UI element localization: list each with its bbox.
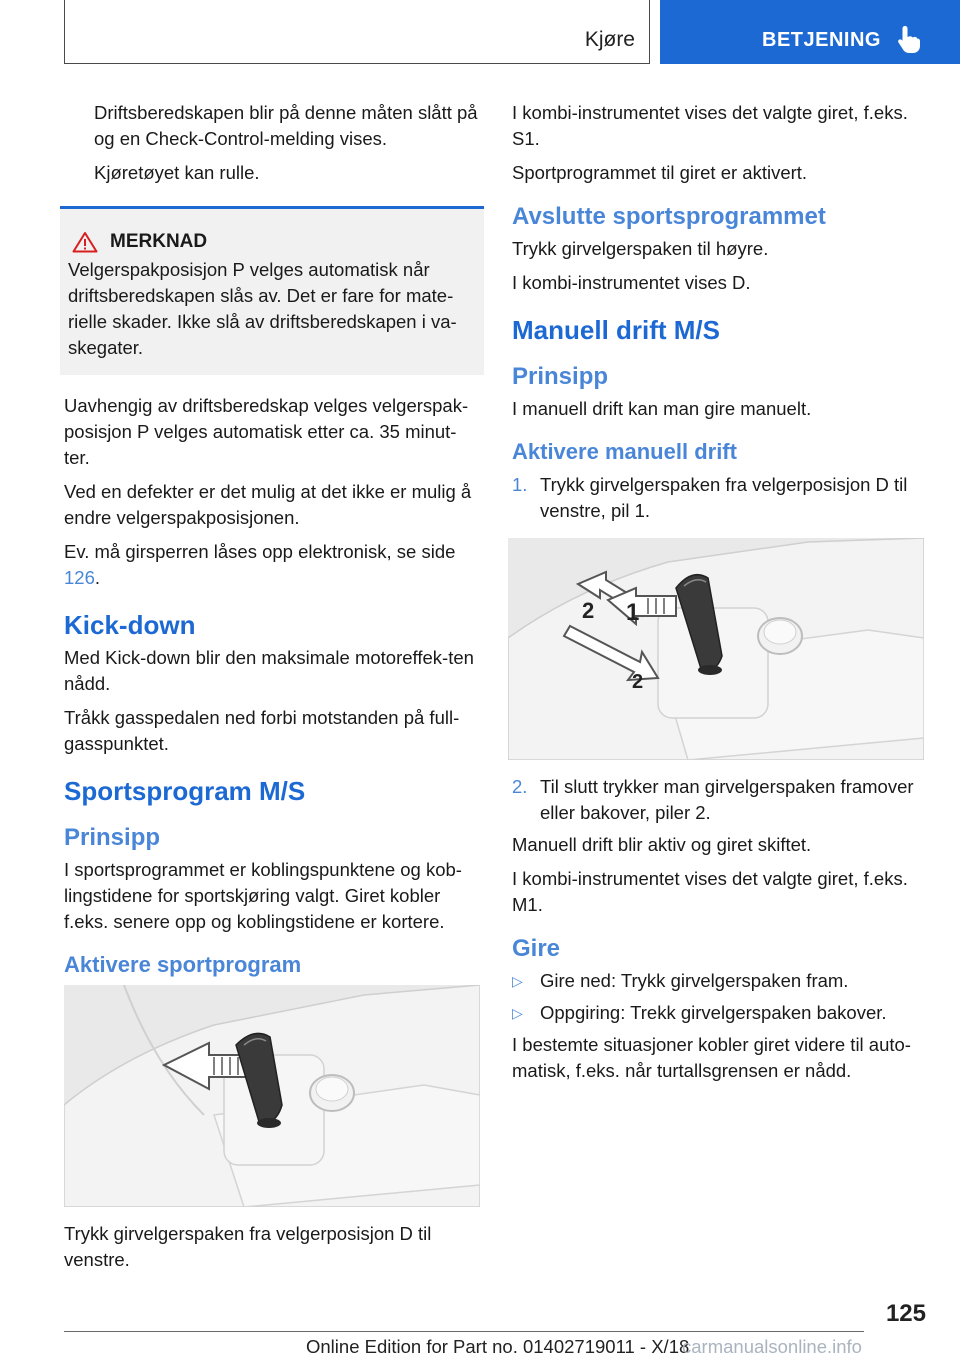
notice-text: Velgerspakposisjon P velges automatisk når driftsberedskapen slås av. Det er fare for mate-rielle skader. Ikke slå av driftsberedskapen i va-skegater. [68,259,457,358]
header-section-label: Kjøre [584,28,635,51]
gear-selector-manual-figure [508,538,924,760]
kickdown-paragraph-2: Tråkk gasspedalen ned forbi motstanden på full-gasspunktet. [64,707,460,754]
page-ref-link[interactable]: 126 [64,567,95,588]
notice-title: MERKNAD [110,231,208,252]
triangle-bullet-icon: ▷ [512,973,523,989]
manual-active-paragraph: Manuell drift blir aktiv og giret skiftet. [512,834,812,855]
triangle-bullet-icon: ▷ [512,1005,523,1021]
gire-auto-paragraph: I bestemte situasjoner kobler giret videre til auto-matisk, f.eks. når turtallsgrensen er nådd. [512,1034,911,1081]
notice-box [60,206,484,375]
sport-principle-text: I sportsprogrammet er koblingspunktene og kob-lingstidene for sportskjøring valgt. Giret kobler f.eks. senere opp og koblingstidene er kortere. [64,859,462,932]
exit-sport-paragraph-2: I kombi-instrumentet vises D. [512,272,751,293]
warning-triangle-icon [72,231,98,253]
page-number: 125 [885,1300,926,1327]
manual-steps-list-2 [512,774,928,826]
figure-label-2-top: 2 [582,598,595,623]
manual-gear-display-paragraph: I kombi-instrumentet vises det valgte giret, f.eks. M1. [512,868,908,915]
manual-principle-text: I manuell drift kan man gire manuelt. [512,398,812,419]
right-column [512,100,928,1092]
gear-selector-left-figure [64,985,480,1207]
kickdown-paragraph-1: Med Kick-down blir den maksimale motoreffek-ten nådd. [64,647,474,694]
step-number: 1. [512,474,528,495]
intro-paragraph-2: Kjøretøyet kan rulle. [94,162,260,183]
step-text: Trykk girvelgerspaken fra velgerposisjon D til venstre, pil 1. [540,474,908,521]
sport-principle-heading: Prinsipp [64,824,161,851]
manual-steps-list-1 [512,472,928,524]
bullet-item-down [512,968,928,994]
manual-activate-heading: Aktivere manuell drift [512,439,737,464]
sport-figure-caption: Trykk girvelgerspaken fra velgerposisjon D til venstre. [64,1223,432,1270]
sport-active-paragraph: Sportprogrammet til giret er aktivert. [512,162,808,183]
footer-brand-watermark: carmanualsonline.info [682,1336,862,1357]
gear-lock-text: Ev. må girsperren låses opp elektronisk, se side [64,541,456,562]
manual-principle-heading: Prinsipp [512,363,609,390]
defect-paragraph: Ved en defekter er det mulig at det ikke er mulig å endre velgerspakposisjonen. [64,481,472,528]
sport-heading: Sportsprogram M/S [64,776,306,806]
sport-gear-display-paragraph: I kombi-instrumentet vises det valgte giret, f.eks. S1. [512,102,908,149]
intro-paragraph-1: Driftsberedskapen blir på denne måten slått på og en Check-Control-melding vises. [94,102,478,149]
header-section-box [64,0,650,64]
figure-label-1: 1 [626,599,640,626]
bullet-item-up [512,1000,928,1026]
bullet-text: Gire ned: Trykk girvelgerspaken fram. [540,970,849,991]
gear-lock-paragraph [64,539,482,591]
footer-edition: Online Edition for Part no. 01402719011 - X/18 [306,1336,690,1357]
gire-heading: Gire [512,935,561,962]
exit-sport-paragraph-1: Trykk girvelgerspaken til høyre. [512,238,769,259]
footer-divider [64,1331,864,1332]
step-item-2 [512,774,928,826]
manual-heading: Manuell drift M/S [512,315,720,345]
left-column [64,100,482,1281]
gear-lock-end: . [94,567,101,588]
step-text: Til slutt trykker man girvelgerspaken framover eller bakover, piler 2. [540,776,914,823]
step-number: 2. [512,776,528,797]
sport-activate-heading: Aktivere sportprogram [64,952,302,977]
pointing-hand-icon [896,24,922,54]
figure-label-2-bottom: 2 [632,671,644,693]
kickdown-heading: Kick-down [64,610,196,640]
auto-p-paragraph: Uavhengig av driftsberedskap velges velgerspak-posisjon P velges automatisk etter ca. 35 minut-ter. [64,395,469,468]
bullet-text: Oppgiring: Trekk girvelgerspaken bakover. [540,1002,887,1023]
step-item-1 [512,472,928,524]
header-chapter-label: BETJENING [762,29,881,51]
exit-sport-heading: Avslutte sportsprogrammet [512,203,826,230]
gire-bullet-list [512,968,928,1026]
header-chapter-tab[interactable] [660,0,960,64]
